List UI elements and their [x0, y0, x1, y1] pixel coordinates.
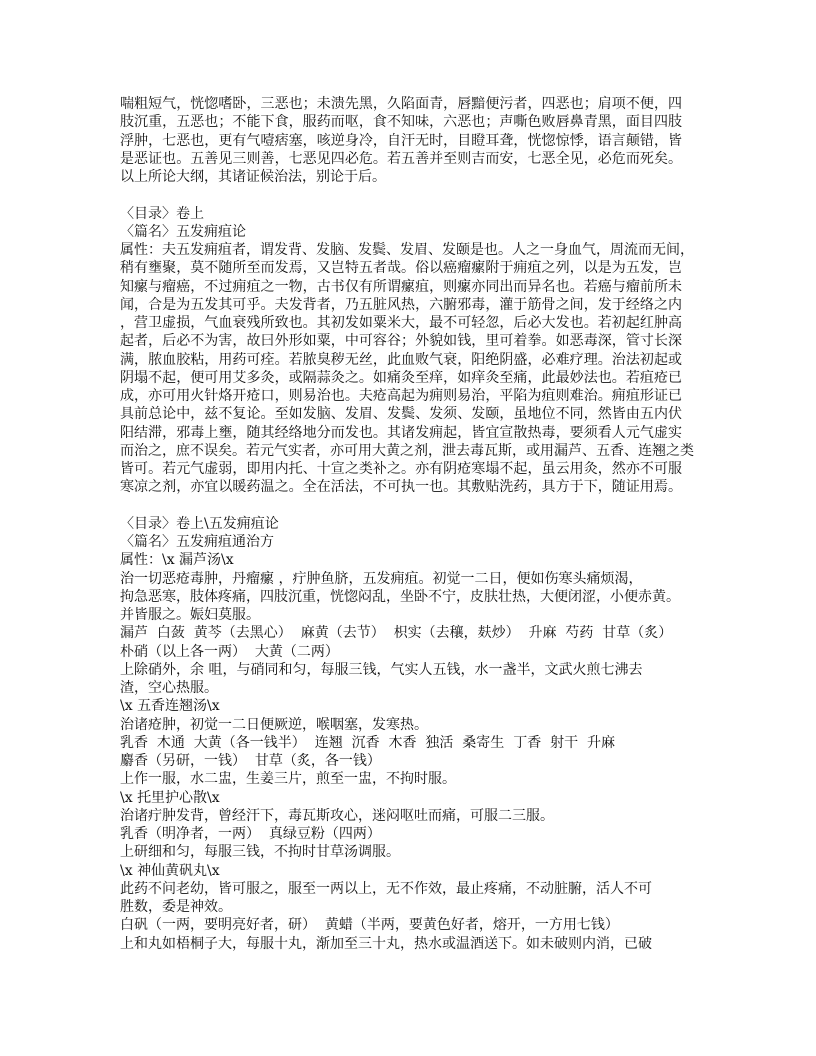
text-line: 并皆服之。娠妇莫服。 [120, 607, 260, 623]
text-line: 〈篇名〉五发痈疽论 [120, 223, 246, 240]
text-line: 寒凉之剂，亦宜以暖药温之。全在活法，不可执一也。其敷贴洗药，具方于下，随证用焉。 [120, 479, 682, 496]
text-line: 肢沉重，五恶也；不能下食，服药而呕，食不知味，六恶也；声嘶色败唇鼻青黑，面目四肢 [120, 114, 682, 131]
text-line: 漏芦 白蔹 黄芩（去黑心） 麻黄（去节） 枳实（去穰，麸炒） 升麻 芍药 甘草（炙） [120, 625, 673, 642]
text-line: 浮肿，七恶也，更有气噎痞塞，咳逆身冷，自汗无时，目瞪耳聋，恍惚惊悸，语言颠错，皆 [120, 132, 682, 149]
text-section [120, 95, 682, 186]
text-line: 属性：\x 漏芦汤\x [120, 552, 234, 569]
text-line: 上作一服，水二盅，生姜三片，煎至一盅，不拘时服。 [120, 771, 456, 788]
text-line: 上除硝外，余 咀，与硝同和匀，每服三钱，气实人五钱，水一盏半，文武火煎七沸去 [120, 661, 643, 678]
text-line: 具前总论中，兹不复论。至如发脑、发眉、发鬓、发须、发颐，虽地位不同，然皆由五内伏 [120, 406, 682, 423]
text-section [120, 515, 682, 953]
text-section [120, 205, 694, 497]
text-line: 以上所论大纲，其诸证候治法，别论于后。 [120, 169, 386, 185]
text-line: 起者，后必不为害，故曰外形如粟，中可容谷；外貌如钱，里可着拳。如恶毒深，管寸长深 [120, 333, 682, 350]
text-line: 乳香 木通 大黄（各一钱半） 连翘 沉香 木香 独活 桑寄生 丁香 射干 升麻 [120, 734, 616, 751]
paragraph-spacer [120, 497, 682, 515]
text-line: ，营卫虚损，气血衰残所致也。其初发如粟米大，最不可轻忽，后必大发也。若初起红肿高 [120, 315, 682, 331]
text-line: 属性：夫五发痈疽者，谓发背、发脑、发鬓、发眉、发颐是也。人之一身血气，周流而无间， [120, 242, 694, 258]
text-line: 上和丸如梧桐子大，每服十丸，渐加至三十丸，热水或温酒送下。如未破则内消，已破 [120, 935, 652, 952]
text-line: 上研细和匀，每服三钱，不拘时甘草汤调服。 [120, 844, 400, 861]
text-line: \x 神仙黄矾丸\x [120, 862, 220, 879]
text-line: 阳结滞，邪毒上壅，随其经络地分而发也。其诸发痈起，皆宜宣散热毒，要须看人元气虚实 [120, 424, 682, 441]
text-line: 〈目录〉卷上 [120, 205, 204, 222]
text-line: 胜数，委是神效。 [120, 899, 232, 915]
text-line: 成，亦可用火针烙开疮口，则易治也。夫疮高起为痈则易治，平陷为疽则难治。痈疽形证已 [120, 388, 682, 404]
text-line: 此药不问老幼，皆可服之，服至一两以上，无不作效，最止疼痛，不动脏腑，活人不可 [120, 880, 652, 897]
text-line: 皆可。若元气虚弱，即用内托、十宣之类补之。亦有阴疮寒塌不起，虽云用灸，然亦不可服 [120, 461, 682, 477]
text-line: 治一切恶疮毒肿，丹瘤瘰 ，疔肿鱼脐，五发痈疽。初觉一二日，便如伤寒头痛烦渴， [120, 570, 643, 587]
text-line: \x 五香连翘汤\x [120, 698, 220, 715]
text-line: 朴硝（以上各一两） 大黄（二两） [120, 643, 339, 660]
text-line: 稍有壅聚，莫不随所至而发焉，又岂特五者哉。俗以癌瘤瘰附于痈疽之列，以是为五发，岂 [120, 260, 682, 277]
text-line: 麝香（另研，一钱） 甘草（炙，各一钱） [120, 753, 381, 769]
paragraph-spacer [120, 186, 682, 204]
text-line: 闻，合是为五发其可乎。夫发背者，乃五脏风热，六腑邪毒，灌于筋骨之间，发于经络之内 [120, 296, 682, 313]
document-page [120, 95, 694, 953]
text-line: 〈篇名〉五发痈疽通治方 [120, 534, 274, 550]
text-line: \x 托里护心散\x [120, 789, 220, 806]
text-line: 拘急恶寒，肢体疼痛，四肢沉重，恍惚闷乱，坐卧不宁，皮肤壮热，大便闭涩，小便赤黄。 [120, 588, 680, 605]
text-line: 渣，空心热服。 [120, 680, 218, 696]
text-line: 喘粗短气，恍惚嗜卧，三恶也；未溃先黑，久陷面青，唇黯便污者，四恶也；肩项不便，四 [120, 96, 682, 112]
text-line: 满，脓血胶粘，用药可痊。若脓臭秽无丝，此血败气衰，阳绝阴盛，必难疗理。治法初起或 [120, 351, 682, 368]
text-line: 乳香（明净者，一两） 真绿豆粉（四两） [120, 826, 381, 842]
text-line: 治诸疮肿，初觉一二日便厥逆，喉咽塞，发寒热。 [120, 716, 428, 733]
text-line: 而治之，庶不误矣。若元气实者，亦可用大黄之剂，泄去毒瓦斯，或用漏芦、五香、连翘之类 [120, 442, 694, 459]
text-line: 阴塌不起，便可用艾多灸，或隔蒜灸之。如痛灸至痒，如痒灸至痛，此最妙法也。若疽疮已 [120, 369, 682, 386]
text-line: 白矾（一两，要明亮好者，研） 黄蜡（半两，要黄色好者，熔开，一方用七钱） [120, 917, 619, 934]
text-line: 是恶证也。五善见三则善，七恶见四必危。若五善并至则吉而安，七恶全见，必危而死矣。 [120, 150, 682, 167]
text-line: 知瘰与瘤癌，不过痈疽之一物，古书仅有所谓瘰疽，则瘰亦同出而异名也。若癌与瘤前所未 [120, 278, 682, 295]
text-line: 治诸疔肿发背，曾经汗下，毒瓦斯攻心，迷闷呕吐而痛，可服二三服。 [120, 807, 554, 824]
text-line: 〈目录〉卷上\五发痈疽论 [120, 515, 279, 532]
